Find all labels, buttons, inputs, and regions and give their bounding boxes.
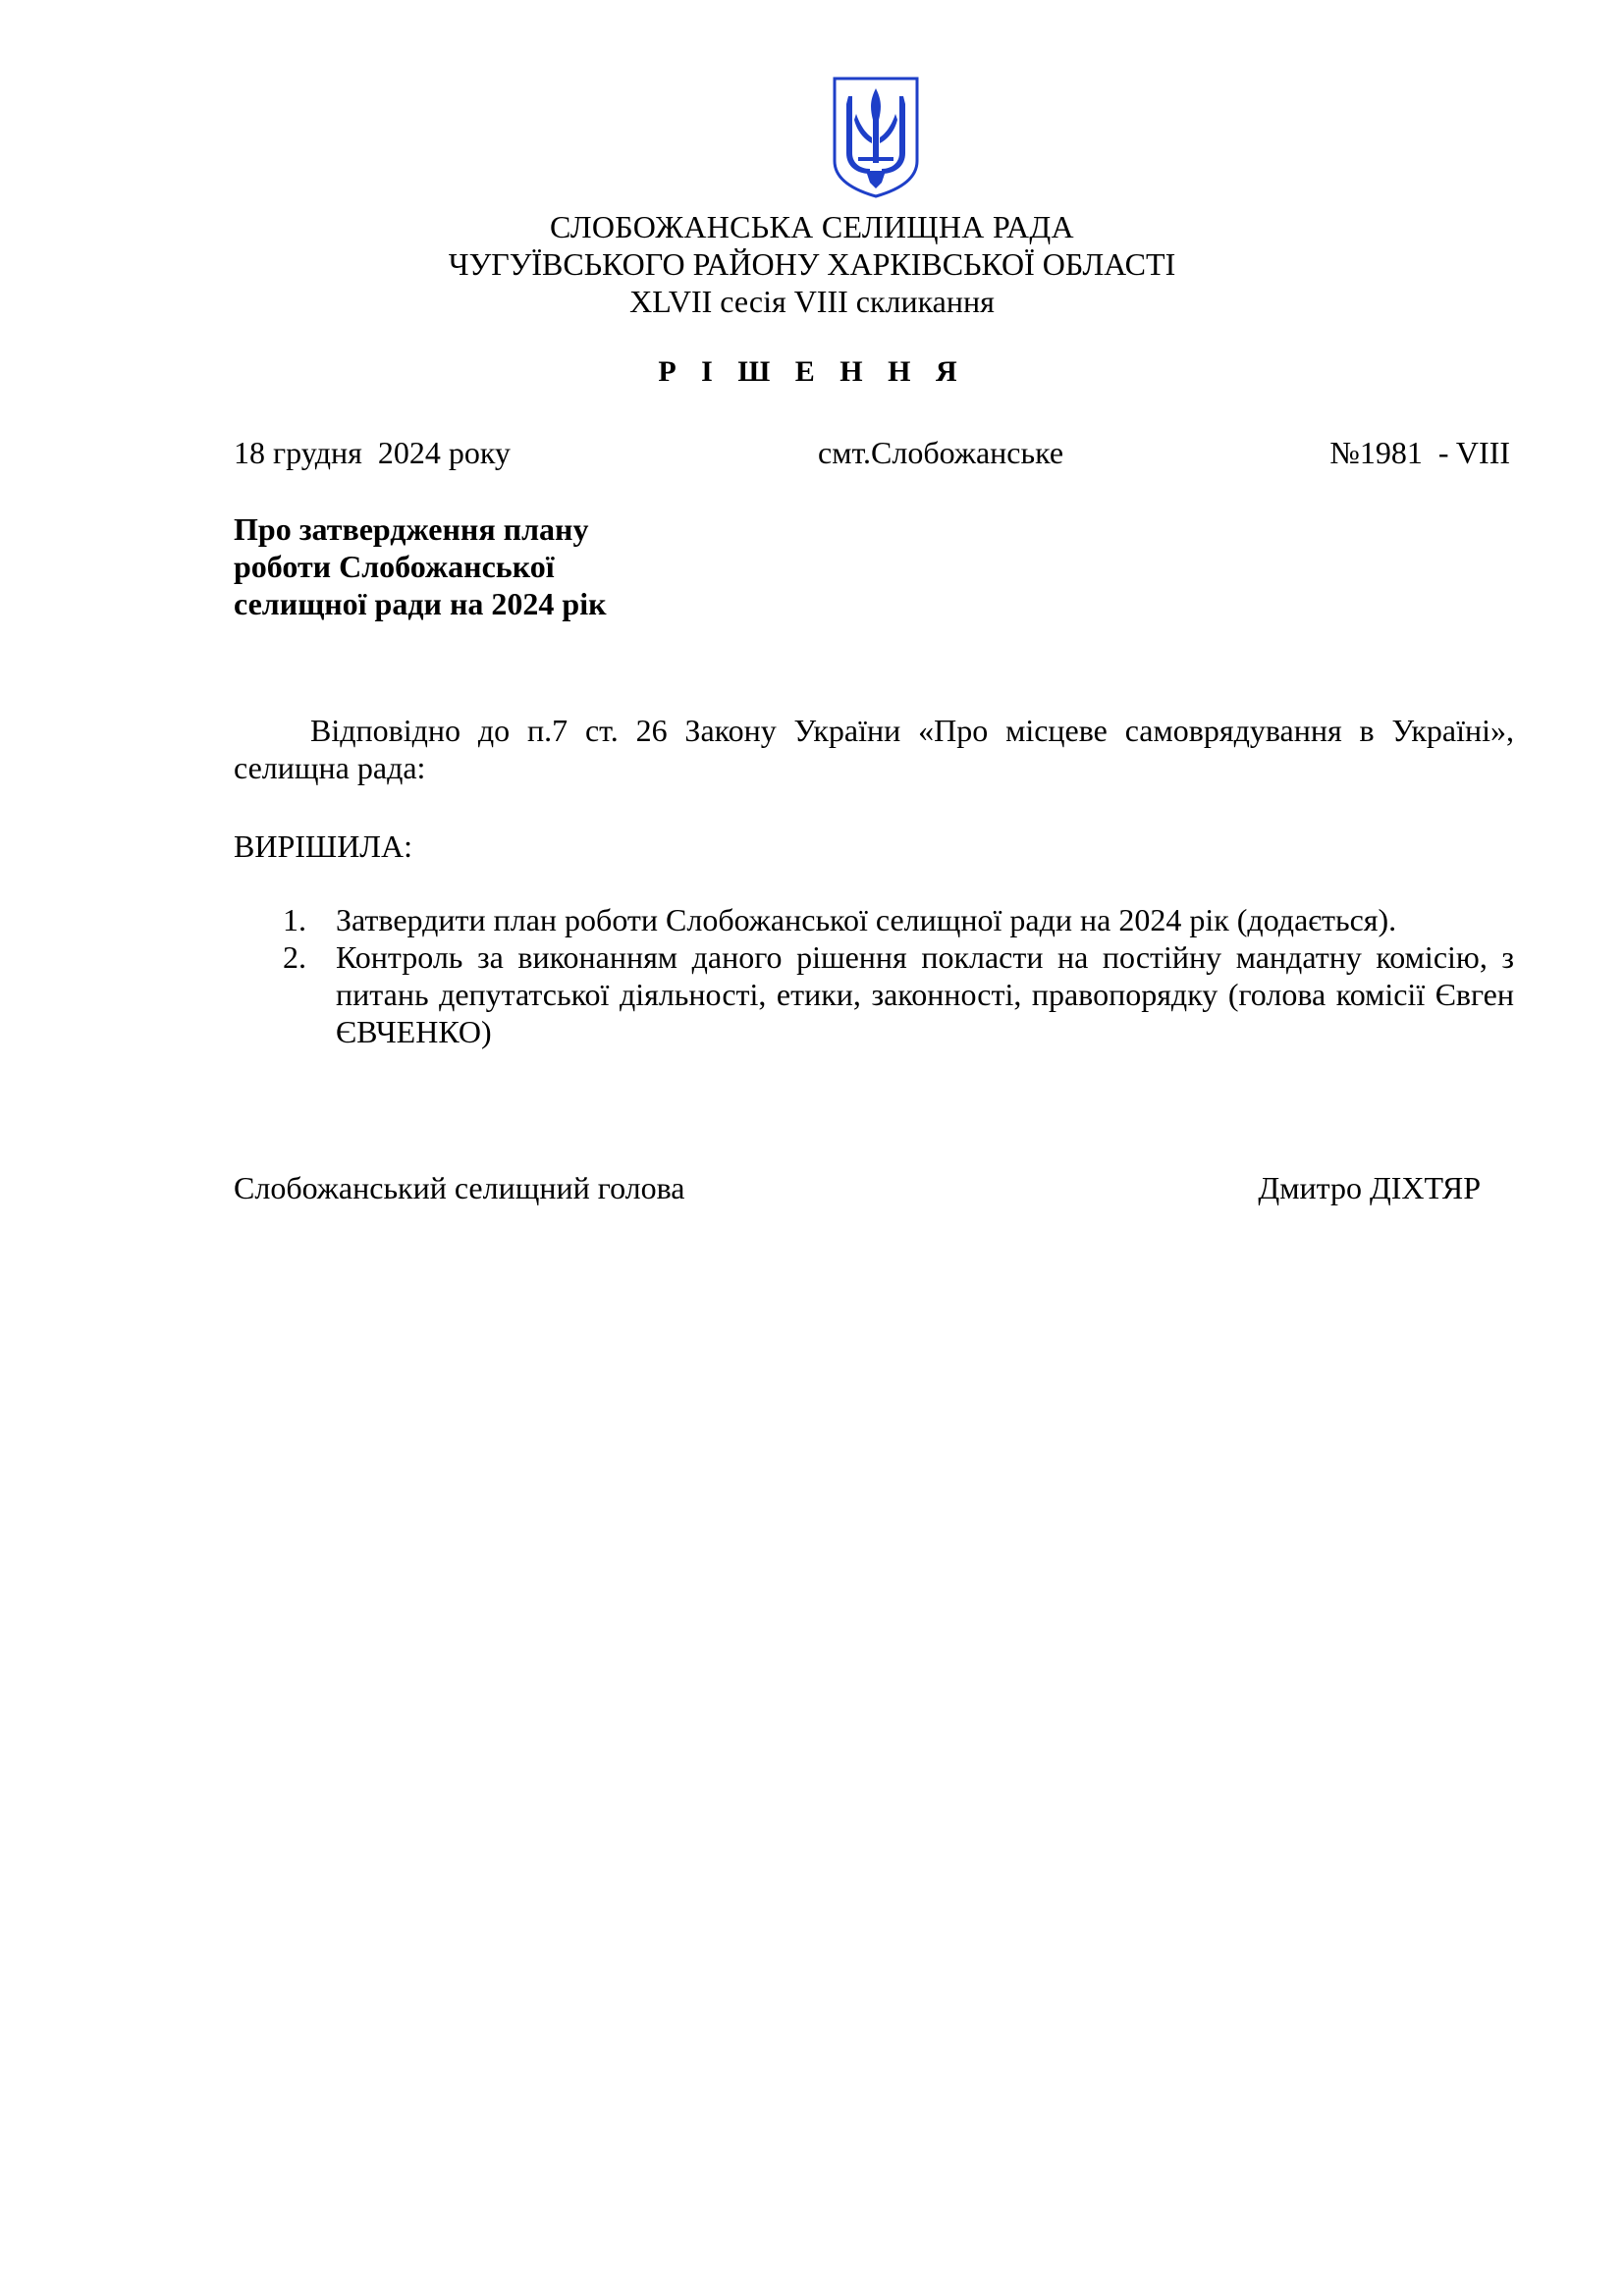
subject-line: роботи Слобожанської [234, 549, 555, 584]
decision-date: 18 грудня 2024 року [234, 435, 511, 470]
list-item [234, 901, 1514, 938]
document-title: Р І Ш Е Н Н Я [658, 355, 966, 388]
decision-place: смт.Слобожанське [818, 435, 1064, 470]
district-name: ЧУГУЇВСЬКОГО РАЙОНУ ХАРКІВСЬКОЇ ОБЛАСТІ [448, 246, 1176, 282]
document-meta [234, 435, 1510, 474]
decision-items-list [234, 901, 1514, 1050]
list-item [234, 938, 1514, 1050]
session-info: XLVII сесія VIII скликання [629, 284, 995, 319]
subject-line: Про затвердження плану [234, 511, 589, 547]
item-number: 2. [283, 939, 306, 975]
decision-number: №1981 - VIII [1329, 435, 1510, 470]
resolved-label: ВИРІШИЛА: [234, 828, 412, 864]
decision-subject [234, 510, 784, 622]
item-text: Затвердити план роботи Слобожанської селищної ради на 2024 рік (додається). [336, 902, 1397, 937]
item-number: 1. [283, 902, 306, 937]
signatory-name: Дмитро ДІХТЯР [1258, 1170, 1481, 1205]
preamble-paragraph: Відповідно до п.7 ст. 26 Закону України «Про місцеве самоврядування в Україні», селищна рада: [234, 713, 1514, 785]
signatory-position: Слобожанський селищний голова [234, 1170, 685, 1205]
subject-line: селищної ради на 2024 рік [234, 586, 607, 621]
item-text: Контроль за виконанням даного рішення покласти на постійну мандатну комісію, з питань депутатської діяльності, етики, законності, правопорядку (голова комісії Євген ЄВЧЕНКО) [336, 939, 1514, 1049]
ukraine-trident-emblem-icon [831, 75, 921, 200]
council-name: СЛОБОЖАНСЬКА СЕЛИЩНА РАДА [550, 209, 1074, 244]
